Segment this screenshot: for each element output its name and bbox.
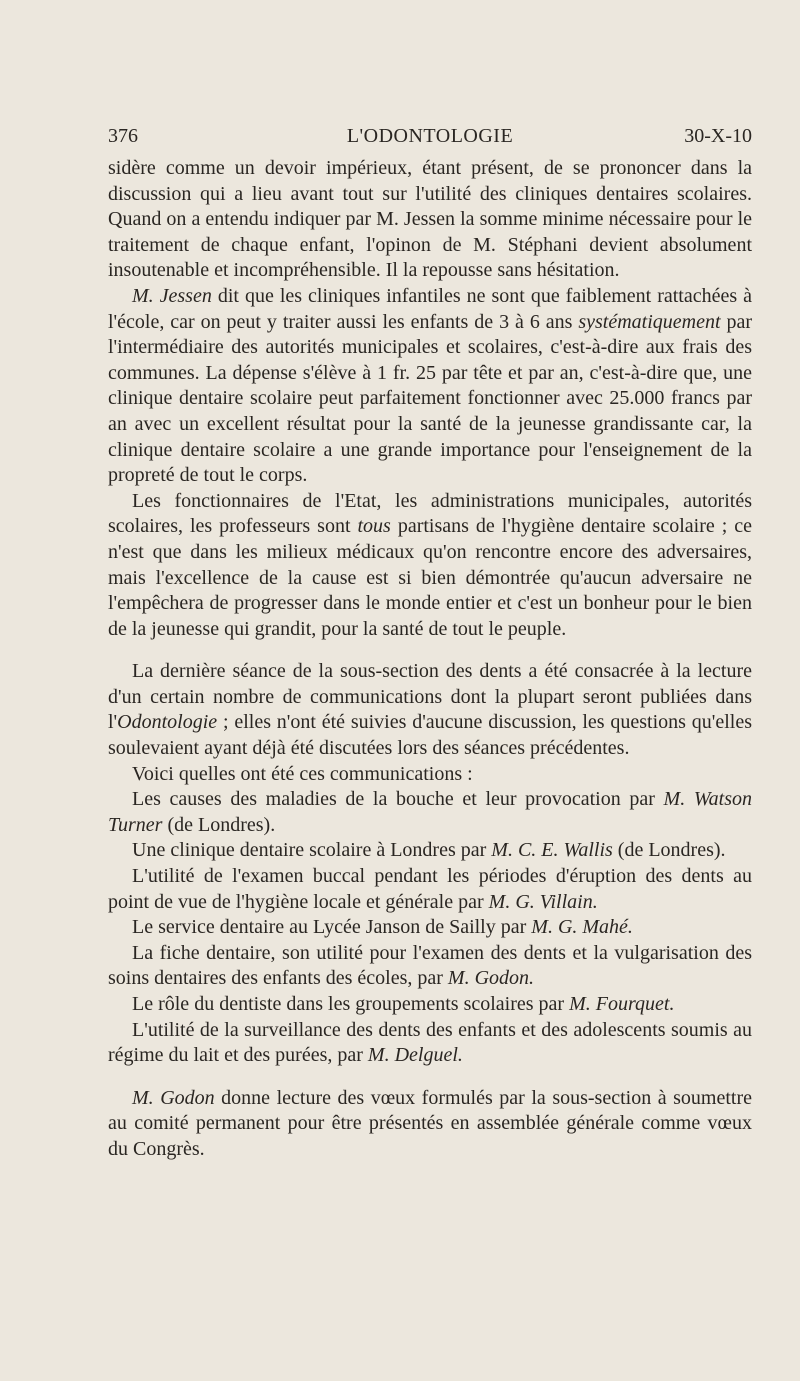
communication-5-text-a: La fiche dentaire, son utilité pour l'examen des dents et la vulgarisation des soins dentaires des enfants des écoles, par [108, 941, 752, 990]
paragraph-2-text-b: par l'intermédiaire des autorités municipales et scolaires, c'est-à-dire aux frais des communes. La dépense s'élève à 1 fr. 25 par tête et par an, c'est-à-dire que, une clinique dentaire scolaire peut parfaitement fonctionner avec 25.000 francs par an avec un excellent résultat pour la santé de la jeunesse grandissante car, la clinique dentaire scolaire a une grande importance pour l'enseignement de la propreté de tout le corps. [108, 310, 752, 487]
communication-4-text-a: Le service dentaire au Lycée Janson de Sailly par [132, 916, 532, 939]
paragraph-4-text-b: ; elles n'ont été suivies d'aucune discussion, les questions qu'elles soulevaient ayant déjà été discutées lors des séances précédentes. [108, 711, 752, 760]
paragraph-3-text-a: Les fonctionnaires de l'Etat, les administrations municipales, autorités scolaires, les professeurs sont [108, 489, 752, 538]
communication-2-text-a: Une clinique dentaire scolaire à Londres par [132, 839, 492, 862]
emphasis-tous: tous [357, 515, 391, 538]
communication-6 [108, 992, 752, 1018]
running-header [108, 120, 752, 152]
communication-5 [108, 941, 752, 992]
communication-3-text-a: L'utilité de l'examen buccal pendant les périodes d'éruption des dents au point de vue de l'hygiène locale et générale par [108, 865, 752, 913]
communication-7-text-a: L'utilité de la surveillance des dents des enfants et des adolescents soumis au régime du lait et des purées, par [108, 1018, 752, 1067]
article-body [108, 156, 752, 1163]
communication-1-text-a: Les causes des maladies de la bouche et leur provocation par [132, 788, 664, 811]
communication-3 [108, 864, 752, 915]
author-watson-turner: M. Watson Turner [108, 788, 752, 836]
issue-date: 30-X-10 [684, 125, 752, 147]
page-number: 376 [108, 125, 138, 147]
author-delguel: M. Delguel. [367, 1044, 463, 1067]
paragraph-3 [108, 489, 752, 643]
paragraph-3-text-b: partisans de l'hygiène dentaire scolaire ; ce n'est que dans les milieux médicaux qu'on rencontre encore des adversaires, mais l'excellence de la cause est si bien démontrée qu'aucun adversaire ne l'empêchera de progresser dans le monde entier et c'est un bonheur pour le bien de la jeunesse qui grandit, pour la santé de tout le peuple. [108, 515, 752, 640]
paragraph-final [108, 1086, 752, 1163]
paragraph-1-text: sidère comme un devoir impérieux, étant présent, de se prononcer dans la discussion qui a lieu avant tout sur l'utilité des cliniques dentaires scolaires. Quand on a entendu indiquer par M. Jessen la somme minime nécessaire pour le traitement de chaque enfant, l'opinon de M. Stéphani devient absolument insoutenable et incompréhensible. Il la repousse sans hésitation. [108, 157, 752, 282]
communication-1 [108, 787, 752, 838]
paragraph-final-text: donne lecture des vœux formulés par la sous-section à soumettre au comité permanent pour être présentés en assemblée générale comme vœux du Congrès. [108, 1086, 752, 1160]
author-fourquet: M. Fourquet. [569, 993, 675, 1015]
communication-1-text-b: (de Londres). [162, 813, 276, 836]
communication-2 [108, 838, 752, 864]
communication-4 [108, 915, 752, 941]
communication-7 [108, 1018, 752, 1069]
author-mahe: M. G. Mahé. [531, 916, 633, 939]
journal-title: L'ODONTOLOGIE [346, 125, 514, 147]
emphasis-systematiquement: systématiquement [578, 310, 721, 333]
author-godon: M. Godon. [447, 967, 535, 990]
paragraph-4-text-a: La dernière séance de la sous-section des dents a été consacrée à la lecture d'un certain nombre de communications dont la plupart seront publiées dans l' [108, 660, 752, 734]
author-villain: M. G. Villain. [488, 890, 598, 913]
paragraph-5-text: Voici quelles ont été ces communications : [132, 762, 473, 785]
paragraph-4 [108, 659, 752, 761]
paragraph-1 [108, 156, 752, 284]
speaker-godon: M. Godon [132, 1086, 215, 1109]
paragraph-5 [108, 762, 752, 788]
paragraph-2-text-a: dit que les cliniques infantiles ne sont que faiblement rattachées à l'école, car on peut y traiter aussi les enfants de 3 à 6 ans [108, 284, 752, 333]
paragraph-2 [108, 284, 752, 489]
communication-6-text-a: Le rôle du dentiste dans les groupements scolaires par [132, 993, 570, 1015]
communication-2-text-b: (de Londres). [612, 839, 726, 862]
speaker-jessen: M. Jessen [132, 284, 212, 307]
author-wallis: M. C. E. Wallis [491, 839, 613, 862]
emphasis-odontologie: Odontologie [117, 711, 218, 734]
